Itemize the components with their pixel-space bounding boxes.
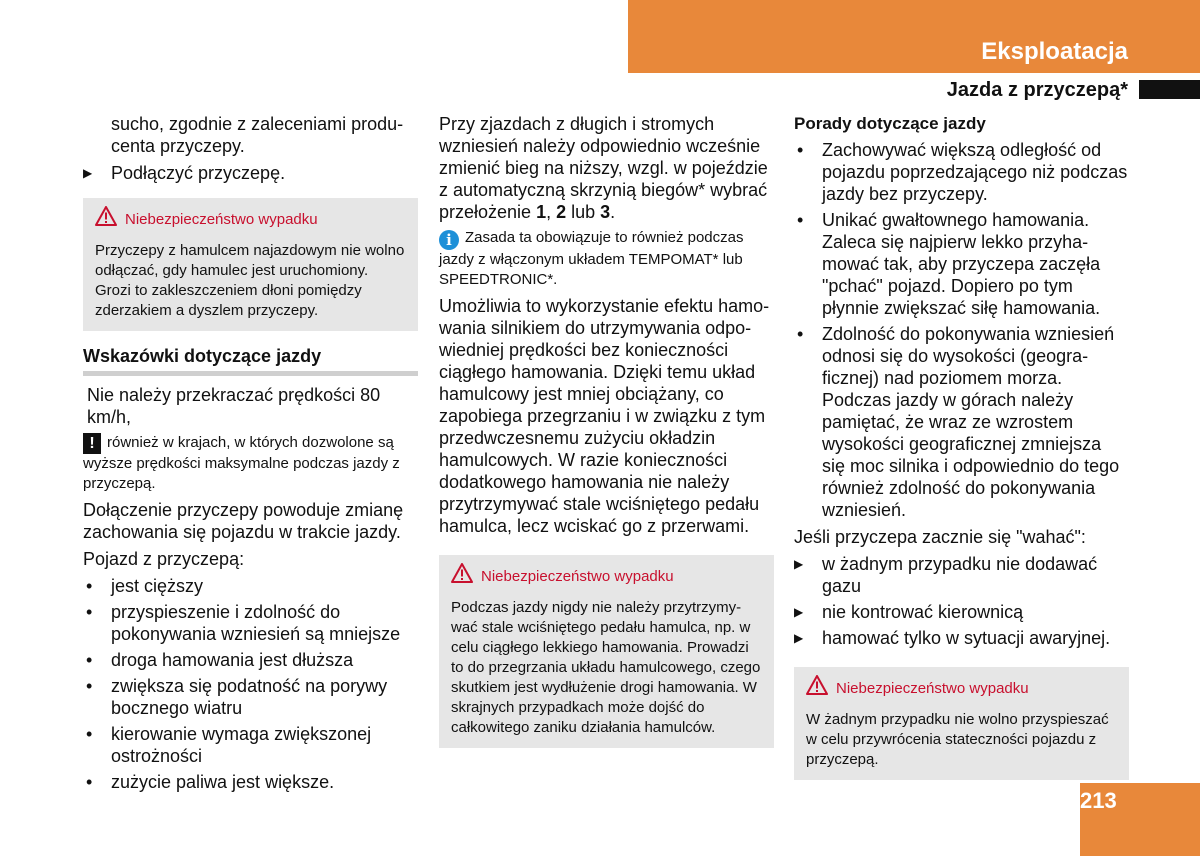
column-3 <box>794 113 1129 794</box>
paragraph-behavior: Dołączenie przyczepy powoduje zmianę zachowania się pojazdu w trakcie jazdy. <box>83 500 404 542</box>
gear-1: 1 <box>536 202 547 222</box>
warning-triangle-icon <box>451 563 473 590</box>
step-connect-trailer: ▶ Podłączyć przyczepę. <box>83 162 418 184</box>
warning-header <box>95 206 406 233</box>
period: . <box>610 202 616 222</box>
warning-title: Niebezpieczeństwo wypadku <box>836 679 1029 697</box>
paragraph-vehicle: Pojazd z przyczepą: <box>83 549 245 569</box>
separator: lub <box>566 202 601 222</box>
warning-box-3 <box>794 667 1129 780</box>
advice-list <box>794 139 1129 521</box>
list-item: • kierowanie wymaga zwiększonej ostrożności <box>83 723 418 767</box>
info-icon: i <box>439 230 459 250</box>
list-item: • droga hamowania jest dłuższa <box>83 649 418 671</box>
list-item: • Zdolność do pokonywania wzniesień odnosi się do wysokości (geograficznej) nad poziomem morza. Podczas jazdy w górach należy pamiętać, że wraz ze wzrostem wysokości geograficznej zmniejsza się moc silnika i odpowiednio do tego również zdolność do pokonywania wzniesień. <box>794 323 1129 521</box>
warning-triangle-icon <box>806 675 828 702</box>
downhill-text: Przy zjazdach z długich i stromych wzniesień należy odpowiednio wcześnie zmienić bieg na niższy, wzgl. w pojeździe z automatyczną skrzynią biegów* wybrać przełożenie <box>439 114 768 222</box>
warning-body: Przyczepy z hamulcem najazdowym nie wolno odłączać, gdy hamulec jest uruchomiony. Grozi to zakleszczeniem dłoni pomiędzy zderzakiem a dyszlem przyczepy. <box>95 242 405 319</box>
sway-text: Jeśli przyczepa zacznie się "wahać": <box>794 527 1086 547</box>
speed-note <box>83 433 418 494</box>
paragraph-downhill <box>439 113 774 223</box>
gear-2: 2 <box>556 202 567 222</box>
speed-note-text: również w krajach, w których dozwolone są wyższe prędkości maksymalne podczas jazdy z przyczepą. <box>83 434 400 492</box>
driving-advice-heading: Porady dotyczące jazdy <box>794 114 986 133</box>
step-item: ▶ hamować tylko w sytuacji awaryjnej. <box>794 627 1129 649</box>
subsection-title: Jazda z przyczepą* <box>946 79 1128 101</box>
warning-title: Niebezpieczeństwo wypadku <box>481 567 674 585</box>
warning-title: Niebezpieczeństwo wypadku <box>125 210 318 228</box>
step-list <box>83 162 418 184</box>
effects-list <box>83 575 418 793</box>
warning-box-2 <box>439 555 774 748</box>
speed-limit-text: Nie należy przekraczać prędkości 80 km/h, <box>87 385 381 427</box>
header-black-bar <box>1139 80 1200 99</box>
exclamation-icon: ! <box>83 433 101 454</box>
list-item: • Zachowywać większą odległość od pojazdu poprzedzającego niż podczas jazdy bez przyczepy. <box>794 139 1129 205</box>
list-item: • jest cięższy <box>83 575 418 597</box>
continued-text: sucho, zgodnie z zaleceniami producenta przyczepy. <box>111 114 404 156</box>
column-2 <box>439 113 774 762</box>
warning-body: W żadnym przypadku nie wolno przyspieszać w celu przywrócenia stateczności pojazdu z przyczepą. <box>806 711 1109 768</box>
warning-box-1 <box>83 198 418 331</box>
page-number: 213 <box>1080 788 1117 813</box>
step-item: ▶ nie kontrować kierownicą <box>794 601 1129 623</box>
section-title: Eksploatacja <box>981 38 1128 65</box>
warning-triangle-icon <box>95 206 117 233</box>
info-note-text: Zasada ta obowiązuje to również podczas jazdy z włączonym układem TEMPOMAT* lub SPEEDTRONIC*. <box>439 229 744 288</box>
step-item: ▶ w żadnym przypadku nie dodawać gazu <box>794 553 1129 597</box>
list-item: • przyspieszenie i zdolność do pokonywania wzniesień są mniejsze <box>83 601 418 645</box>
info-note <box>439 228 774 290</box>
warning-header <box>451 563 762 590</box>
separator: , <box>546 202 557 222</box>
warning-body: Podczas jazdy nigdy nie należy przytrzymywać stale wciśniętego pedału hamulca, np. w celu ciągłego lekkiego hamowania. Prowadzi to do przegrzania układu hamulcowego, czego skutkiem jest wydłużenie drogi hamowania. W skrajnych przypadkach może dojść do całkowitego zaniku działania hamulców. <box>451 599 761 736</box>
warning-header <box>806 675 1117 702</box>
column-1 <box>83 113 418 798</box>
paragraph-engine-braking: Umożliwia to wykorzystanie efektu hamowania silnikiem do utrzymywania odpowiedniej prędkości bez konieczności ciągłego hamowania. Dzięki temu układ hamulcowy jest mniej obciążany, co zapobiega przegrzaniu i w związku z tym przedwczesnemu zużyciu okładzin hamulcowych. W razie konieczności dodatkowego hamowania nie należy przytrzymywać stale wciśniętego pedału hamulca, lecz wciskać go z przerwami. <box>439 296 770 536</box>
gear-3: 3 <box>600 202 611 222</box>
list-item: • Unikać gwałtownego hamowania. Zaleca się najpierw lekko przyhamować tak, aby przyczepa zaczęła "pchać" pojazd. Dopiero po tym płynnie zwiększać siłę hamowania. <box>794 209 1129 319</box>
driving-tips-heading: Wskazówki dotyczące jazdy <box>83 345 418 376</box>
list-item: • zużycie paliwa jest większe. <box>83 771 418 793</box>
sway-steps <box>794 553 1129 649</box>
list-item: • zwiększa się podatność na porywy bocznego wiatru <box>83 675 418 719</box>
